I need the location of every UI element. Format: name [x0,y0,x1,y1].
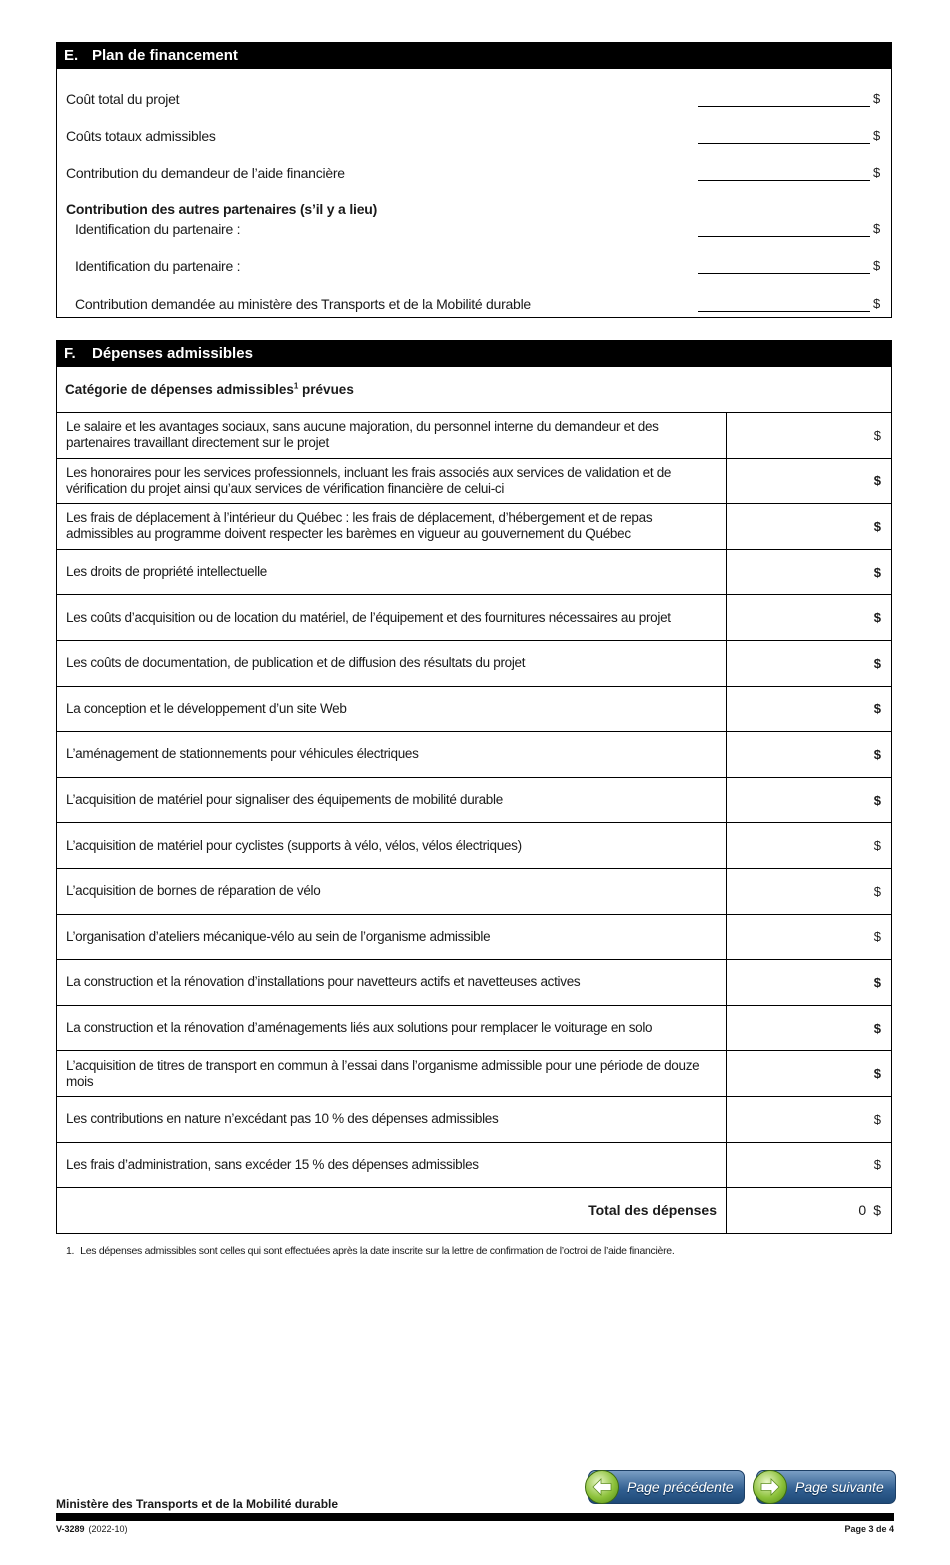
previous-page-button[interactable] [588,1470,745,1504]
section-e-financing-plan [56,42,892,318]
financing-row-partner-2 [57,254,891,278]
expense-label: Le salaire et les avantages sociaux, sans aucune majoration, du personnel interne du demandeur et des partenaires travaillant directement sur le projet [57,413,727,458]
expense-label: Les contributions en nature n’excédant pas 10 % des dépenses admissibles [57,1097,727,1142]
financing-row-label: Identification du partenaire : [75,221,241,237]
financing-row-partner-1 [57,217,891,241]
expense-row [57,1006,891,1052]
financing-row-label: Coût total du projet [66,91,180,107]
total-value: 0 [858,1202,867,1219]
amount-input-line[interactable] [698,236,870,237]
footer-divider [56,1513,894,1521]
currency-symbol: $ [873,518,881,534]
currency-symbol: $ [873,564,881,580]
currency-symbol: $ [873,655,881,671]
financing-row-applicant-contribution [57,161,891,185]
form-date: (2022-10) [88,1524,128,1534]
currency-symbol: $ [873,1066,881,1082]
expense-row [57,960,891,1006]
financing-row-label: Contribution demandée au ministère des Transports et de la Mobilité durable [75,296,531,312]
form-code: V-3289 [56,1524,85,1534]
category-heading-text: Catégorie de dépenses admissibles [65,382,294,397]
expense-amount-field[interactable] [727,641,891,686]
expense-row [57,413,891,459]
financing-row-label: Identification du partenaire : [75,258,241,274]
currency-symbol: $ [873,974,881,990]
amount-input-line[interactable] [698,273,870,274]
expense-label: L’acquisition de titres de transport en commun à l’essai dans l’organisme admissible pour une période de douze mois [57,1051,727,1096]
section-f-letter: F. [64,345,76,362]
category-heading [57,367,891,413]
currency-symbol: $ [873,883,881,899]
expense-amount-field[interactable] [727,915,891,960]
expense-label: La construction et la rénovation d’aménagements liés aux solutions pour remplacer le voiturage en solo [57,1006,727,1051]
currency-symbol: $ [873,929,881,945]
section-e-letter: E. [64,47,79,64]
expense-amount-field[interactable] [727,459,891,504]
expense-amount-field[interactable] [727,595,891,640]
expense-label: L’acquisition de matériel pour cyclistes (supports à vélo, vélos, vélos électriques) [57,823,727,868]
expense-label: Les honoraires pour les services professionnels, incluant les frais associés aux services de validation et de vérification du projet ainsi qu’aux services de vérification financière de celui-ci [57,459,727,504]
expense-row [57,595,891,641]
financing-row-label: Contribution du demandeur de l’aide financière [66,165,345,181]
expense-row [57,687,891,733]
currency-symbol: $ [873,296,881,311]
expense-row [57,732,891,778]
section-f-title: Dépenses admissibles [92,345,253,362]
expense-label: L’acquisition de bornes de réparation de vélo [57,869,727,914]
expense-amount-field[interactable] [727,687,891,732]
ministry-name: Ministère des Transports et de la Mobilité durable [56,1497,339,1511]
currency-symbol: $ [873,1202,881,1219]
section-f-header [57,341,891,367]
expense-row [57,869,891,915]
expense-amount-field[interactable] [727,732,891,777]
next-page-button[interactable] [756,1470,896,1504]
currency-symbol: $ [873,473,881,489]
arrow-right-icon [753,1470,787,1504]
currency-symbol: $ [873,1020,881,1036]
amount-input-line[interactable] [698,143,870,144]
expense-amount-field[interactable] [727,960,891,1005]
expense-row [57,1051,891,1097]
currency-symbol: $ [873,746,881,762]
currency-symbol: $ [873,258,881,273]
amount-input-line[interactable] [698,180,870,181]
amount-input-line[interactable] [698,311,870,312]
footnote-number: 1. [66,1245,75,1257]
expense-amount-field[interactable] [727,1143,891,1188]
currency-symbol: $ [873,427,881,443]
expense-row [57,459,891,505]
expense-label: L’acquisition de matériel pour signaliser des équipements de mobilité durable [57,778,727,823]
page-number: Page 3 de 4 [844,1524,894,1534]
expense-label: L’aménagement de stationnements pour véhicules électriques [57,732,727,777]
currency-symbol: $ [873,91,881,106]
currency-symbol: $ [873,610,881,626]
expense-amount-field[interactable] [727,413,891,458]
currency-symbol: $ [873,792,881,808]
total-label: Total des dépenses [57,1188,727,1233]
expense-label: La construction et la rénovation d’installations pour navetteurs actifs et navetteuses actives [57,960,727,1005]
currency-symbol: $ [873,838,881,854]
expense-label: Les coûts de documentation, de publication et de diffusion des résultats du projet [57,641,727,686]
currency-symbol: $ [873,1157,881,1173]
next-page-label: Page suivante [795,1479,884,1495]
expense-row [57,915,891,961]
expense-row [57,1143,891,1189]
expense-row [57,641,891,687]
expense-amount-field[interactable] [727,869,891,914]
expense-label: L’organisation d’ateliers mécanique-vélo au sein de l’organisme admissible [57,915,727,960]
currency-symbol: $ [873,701,881,717]
financing-row-ministry-contribution [57,292,891,316]
expense-row [57,550,891,596]
arrow-left-icon [585,1470,619,1504]
category-heading-suffix: prévues [298,382,354,397]
form-number [56,1524,128,1534]
expense-amount-field[interactable] [727,778,891,823]
expense-row [57,1097,891,1143]
total-row [57,1188,891,1234]
total-amount-field [727,1188,891,1233]
expense-row [57,504,891,550]
footnote-ref: 1 [293,381,299,391]
amount-input-line[interactable] [698,106,870,107]
financing-row-eligible-costs [57,124,891,148]
expense-amount-field[interactable] [727,550,891,595]
currency-symbol: $ [873,221,881,236]
expense-amount-field[interactable] [727,1097,891,1142]
expense-amount-field[interactable] [727,1006,891,1051]
previous-page-label: Page précédente [627,1479,734,1495]
currency-symbol: $ [873,128,881,143]
expense-row [57,823,891,869]
expense-label: Les droits de propriété intellectuelle [57,550,727,595]
expense-amount-field[interactable] [727,504,891,549]
expense-label: Les frais de déplacement à l’intérieur du Québec : les frais de déplacement, d’hébergement et de repas admissibles au programme doivent respecter les barèmes en vigueur au gouvernement du Québec [57,504,727,549]
currency-symbol: $ [873,165,881,180]
expense-label: Les frais d’administration, sans excéder 15 % des dépenses admissibles [57,1143,727,1188]
section-e-title: Plan de financement [92,47,238,64]
footnote-text: Les dépenses admissibles sont celles qui sont effectuées après la date inscrite sur la lettre de confirmation de l’octroi de l’aide financière. [80,1245,675,1257]
expense-amount-field[interactable] [727,1051,891,1096]
expense-row [57,778,891,824]
section-e-header [57,43,891,69]
section-f-eligible-expenses [56,340,892,1234]
footnote [66,1245,674,1257]
partners-heading: Contribution des autres partenaires (s’il y a lieu) [66,201,378,217]
expense-amount-field[interactable] [727,823,891,868]
financing-row-total-cost [57,87,891,111]
expense-label: La conception et le développement d’un site Web [57,687,727,732]
currency-symbol: $ [873,1111,881,1127]
financing-row-label: Coûts totaux admissibles [66,128,216,144]
expense-label: Les coûts d’acquisition ou de location du matériel, de l’équipement et des fournitures nécessaires au projet [57,595,727,640]
